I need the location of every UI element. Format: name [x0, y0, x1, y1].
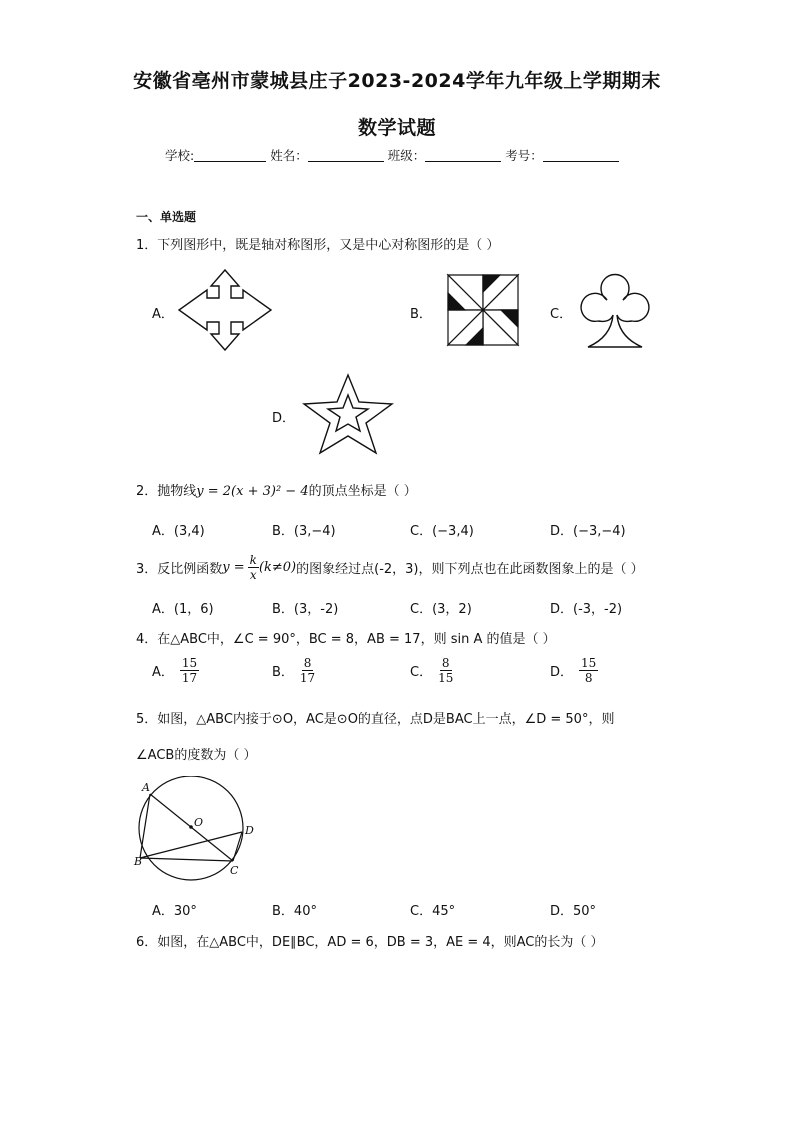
q3-prefix: 3．反比例函数 — [136, 562, 223, 577]
point-o-label: O — [194, 816, 204, 829]
q5-stem-line1: 5．如图，△ABC内接于⊙O，AC是⊙O的直径，点D是BAC上一点，∠D = 50°，则 — [136, 712, 615, 727]
q3-fraction — [248, 553, 259, 582]
q2-option-a[interactable]: A．(3,4) — [152, 524, 205, 539]
q4-c-den: 15 — [438, 671, 454, 685]
point-c-label: C — [230, 864, 239, 877]
q4-option-c-label: C． — [410, 665, 433, 680]
q3-option-d[interactable]: D．(-3，-2) — [550, 602, 623, 617]
q4-option-b[interactable] — [272, 656, 315, 685]
q3-option-a[interactable]: A．(1，6) — [152, 602, 214, 617]
four-arrow-cross-figure — [177, 268, 273, 352]
pinwheel-figure — [446, 273, 520, 347]
q6-stem: 6．如图，在△ABC中，DE∥BC，AD = 6，DB = 3，AE = 4，则AC的长为（ ） — [136, 935, 604, 950]
q2-formula: y = 2(x + 3)² − 4 — [196, 484, 309, 499]
q4-option-d-label: D． — [550, 665, 574, 680]
q2-option-d[interactable]: D．(−3,−4) — [550, 524, 626, 539]
q3-lhs: y = — [222, 560, 245, 575]
point-b-label: B — [134, 855, 143, 868]
school-blank[interactable] — [194, 149, 266, 162]
q5-option-c[interactable]: C．45° — [410, 904, 456, 919]
class-blank[interactable] — [425, 149, 501, 162]
q4-stem: 4．在△ABC中，∠C = 90°，BC = 8，AB = 17，则 sin A 的值是（ ） — [136, 632, 556, 647]
class-label: 班级： — [387, 148, 426, 163]
school-label: 学校: — [165, 148, 195, 163]
q3-cond: (k≠0) — [258, 560, 297, 575]
q2-prefix: 2．抛物线 — [136, 484, 197, 499]
q1-option-a-label: A． — [152, 307, 174, 322]
q5-option-b[interactable]: B．40° — [272, 904, 317, 919]
q4-option-c-fraction — [438, 656, 453, 685]
q5-stem-line2: ∠ACB的度数为（ ） — [136, 748, 257, 763]
name-blank[interactable] — [308, 149, 384, 162]
q2-stem — [136, 480, 417, 499]
q3-frac-num: k — [249, 553, 257, 567]
q4-d-den: 8 — [584, 671, 593, 685]
q4-option-d[interactable] — [550, 656, 598, 685]
q4-option-a[interactable] — [152, 656, 199, 685]
student-info-row — [165, 146, 619, 164]
q2-suffix: 的顶点坐标是（ ） — [308, 484, 417, 499]
q4-b-den: 17 — [299, 671, 316, 685]
q1-option-d-label: D． — [272, 411, 296, 426]
q4-option-a-label: A． — [152, 665, 174, 680]
q3-suffix: 的图象经过点(-2，3)，则下列点也在此函数图象上的是（ ） — [296, 562, 644, 577]
q1-option-c-label: C． — [550, 307, 573, 322]
point-d-label: D — [245, 824, 254, 837]
page-title-line1: 安徽省亳州市蒙城县庄子2023-2024学年九年级上学期期末 — [133, 70, 661, 92]
section-heading: 一、单选题 — [136, 210, 197, 224]
q4-b-num: 8 — [303, 656, 312, 670]
q4-a-num: 15 — [181, 656, 198, 670]
q4-option-b-label: B． — [272, 665, 294, 680]
q4-option-a-fraction — [180, 656, 199, 685]
q1-stem: 1．下列图形中，既是轴对称图形，又是中心对称图形的是（ ） — [136, 238, 500, 253]
club-figure — [580, 271, 650, 349]
q3-option-c[interactable]: C．(3，2) — [410, 602, 472, 617]
q3-stem — [136, 553, 644, 582]
point-a-label: A — [142, 781, 150, 794]
q4-option-c[interactable] — [410, 656, 453, 685]
page-title-line2: 数学试题 — [357, 117, 436, 139]
q4-a-den: 17 — [181, 671, 198, 685]
q4-option-d-fraction — [579, 656, 598, 685]
q3-option-b[interactable]: B．(3，-2) — [272, 602, 339, 617]
q5-option-d[interactable]: D．50° — [550, 904, 597, 919]
q1-option-b-label: B． — [410, 307, 432, 322]
q5-option-a[interactable]: A．30° — [152, 904, 197, 919]
double-star-figure — [302, 373, 394, 455]
exam-no-label: 考号： — [505, 148, 543, 163]
exam-no-blank[interactable] — [543, 149, 619, 162]
name-label: 姓名： — [270, 148, 308, 163]
q4-option-b-fraction — [300, 656, 315, 685]
q2-option-b[interactable]: B．(3,−4) — [272, 524, 336, 539]
q2-option-c[interactable]: C．(−3,4) — [410, 524, 474, 539]
q4-c-num: 8 — [441, 656, 450, 670]
q4-d-num: 15 — [581, 656, 597, 670]
q3-frac-den: x — [249, 568, 257, 582]
q5-circle-diagram — [128, 776, 270, 884]
